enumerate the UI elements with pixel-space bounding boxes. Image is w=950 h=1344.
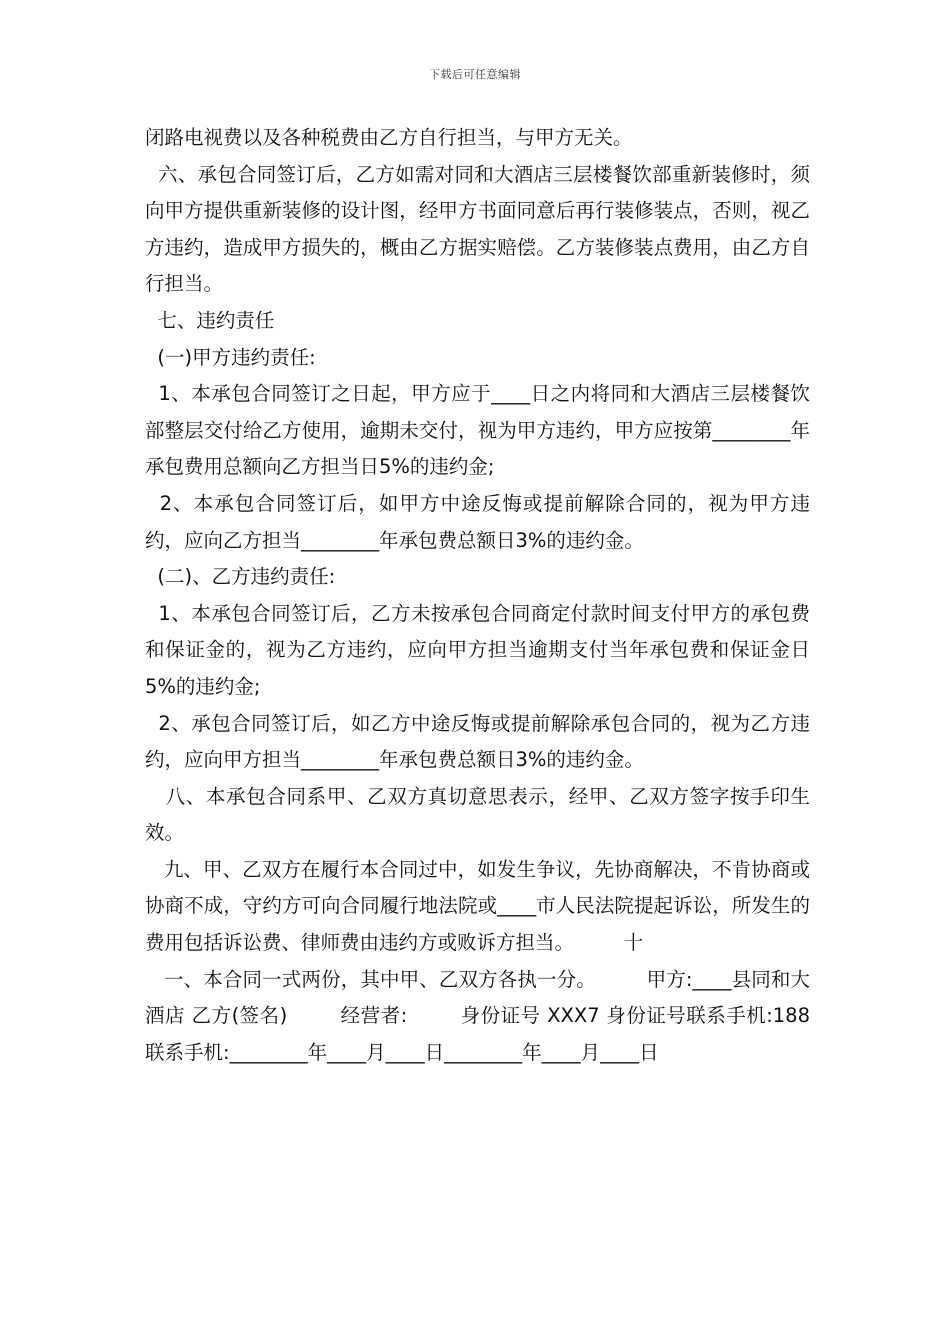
paragraph-clause-7-heading: 七、违约责任 <box>145 308 275 332</box>
paragraph-party-b-item-2: 2、承包合同签订后，如乙方中途反悔或提前解除承包合同的，视为乙方违约，应向甲方担当________年承包费总额日3%的违约金。 <box>145 711 810 772</box>
paragraph-party-a-item-1: 1、本承包合同签订之日起，甲方应于____日之内将同和大酒店三层楼餐饮部整层交付给乙方使用，逾期未交付，视为甲方违约，甲方应按第________年承包费用总额向乙方担当日5%的违约金; <box>145 382 810 479</box>
paragraph-party-b-liability-heading: (二)、乙方违约责任: <box>145 565 336 589</box>
document-body <box>145 120 817 1071</box>
paragraph-clause-8-effect: 八、本承包合同系甲、乙双方真切意思表示，经甲、乙双方签字按手印生效。 <box>145 784 810 845</box>
paragraph-party-a-liability-heading: (一)甲方违约责任: <box>145 345 316 369</box>
paragraph-clause-6-renovation: 六、承包合同签订后，乙方如需对同和大酒店三层楼餐饮部重新装修时，须向甲方提供重新装修的设计图，经甲方书面同意后再行装修装点，否则，视乙方违约，造成甲方损失的，概由乙方据实赔偿。乙方装修装点费用，由乙方自行担当。 <box>145 162 810 296</box>
paragraph-party-a-item-2: 2、本承包合同签订后，如甲方中途反悔或提前解除合同的，视为甲方违约，应向乙方担当________年承包费总额日3%的违约金。 <box>145 491 810 552</box>
paragraph-clause-11-signatures: 一、本合同一式两份，其中甲、乙双方各执一分。 甲方:____县同和大酒店 乙方(签名) 经营者: 身份证号 XXX7 身份证号联系手机:188 联系手机:________年____月____日________年____月____日 <box>145 967 817 1064</box>
paragraph-party-b-item-1: 1、本承包合同签订后，乙方未按承包合同商定付款时间支付甲方的承包费和保证金的，视为乙方违约，应向甲方担当逾期支付当年承包费和保证金日5%的违约金; <box>145 601 810 698</box>
paragraph-clause-9-disputes: 九、甲、乙双方在履行本合同过中，如发生争议，先协商解决，不肯协商或协商不成，守约方可向合同履行地法院或____市人民法院提起诉讼，所发生的费用包括诉讼费、律师费由违约方或败诉方担当。 十 <box>145 857 810 955</box>
paragraph-tax-fees: 闭路电视费以及各种税费由乙方自行担当，与甲方无关。 <box>145 126 633 149</box>
page-header: 下载后可任意编辑 <box>429 68 521 81</box>
